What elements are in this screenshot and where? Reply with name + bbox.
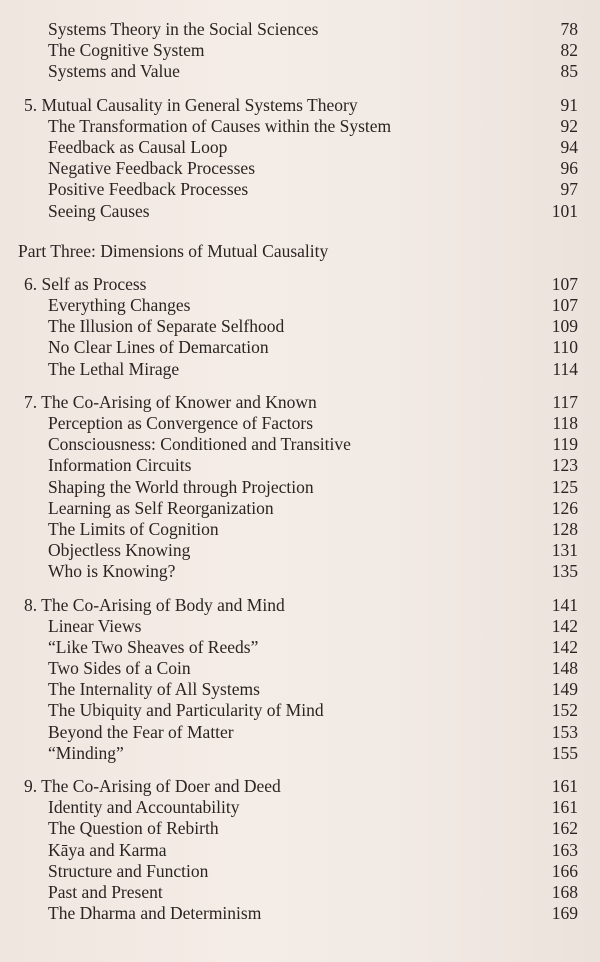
toc-entry xyxy=(0,455,600,476)
page-number: 142 xyxy=(551,615,578,636)
page-number: 148 xyxy=(551,658,578,679)
toc-entry xyxy=(0,116,600,137)
entry-title: Information Circuits xyxy=(48,455,192,476)
chapter-entry xyxy=(0,595,600,616)
chapter-entry xyxy=(0,274,600,295)
chapter-title: 7. The Co-Arising of Knower and Known xyxy=(24,391,317,412)
page-number: 82 xyxy=(560,40,578,61)
page-number: 97 xyxy=(560,179,578,200)
chapter-title: 5. Mutual Causality in General Systems Theory xyxy=(24,94,358,115)
toc-entry xyxy=(0,61,600,82)
entry-title: Shaping the World through Projection xyxy=(48,476,314,497)
page-number: 91 xyxy=(560,94,578,115)
page-number: 109 xyxy=(551,316,578,337)
page-number: 166 xyxy=(551,860,578,881)
page-number: 110 xyxy=(552,337,578,358)
entry-title: “Like Two Sheaves of Reeds” xyxy=(48,636,259,657)
toc-entry xyxy=(0,797,600,818)
entry-title: Everything Changes xyxy=(48,295,191,316)
entry-title: The Dharma and Determinism xyxy=(48,903,262,924)
page-number: 162 xyxy=(551,818,578,839)
toc-entry xyxy=(0,413,600,434)
part-title: Part Three: Dimensions of Mutual Causality xyxy=(18,240,329,261)
entry-title: Learning as Self Reorganization xyxy=(48,497,274,518)
page-number: 123 xyxy=(551,455,578,476)
entry-title: Two Sides of a Coin xyxy=(48,658,191,679)
entry-title: Perception as Convergence of Factors xyxy=(48,413,314,433)
toc-section xyxy=(0,95,600,222)
page-number: 169 xyxy=(551,903,578,924)
toc-entry xyxy=(0,137,600,158)
entry-title: Negative Feedback Processes xyxy=(48,158,256,179)
toc-entry xyxy=(0,818,600,839)
page-number: 161 xyxy=(551,797,578,818)
page-number: 128 xyxy=(551,518,578,539)
entry-title: The Question of Rebirth xyxy=(48,818,219,839)
toc-entry xyxy=(0,658,600,679)
entry-title: Consciousness: Conditioned and Transitive xyxy=(48,434,351,455)
toc-section xyxy=(0,274,600,380)
page-number: 135 xyxy=(551,561,578,582)
toc-entry xyxy=(0,679,600,700)
entry-title: Identity and Accountability xyxy=(48,797,240,818)
part-heading xyxy=(0,241,600,262)
entry-title: “Minding” xyxy=(48,742,124,763)
entry-title: Systems and Value xyxy=(48,61,180,82)
toc-entry xyxy=(0,903,600,924)
page-number: 114 xyxy=(552,358,578,379)
page-number: 101 xyxy=(551,200,578,221)
chapter-entry xyxy=(0,392,600,413)
entry-title: The Illusion of Separate Selfhood xyxy=(48,316,285,337)
toc-entry xyxy=(0,840,600,861)
chapter-title: 6. Self as Process xyxy=(24,273,147,294)
entry-title: The Lethal Mirage xyxy=(48,358,180,379)
toc-entry xyxy=(0,743,600,764)
page-number: 96 xyxy=(560,158,578,179)
entry-title: Beyond the Fear of Matter xyxy=(48,721,234,742)
page-number: 163 xyxy=(551,839,578,860)
page-number: 107 xyxy=(551,295,578,316)
toc-section xyxy=(0,19,600,83)
entry-title: The Cognitive System xyxy=(48,40,205,61)
entry-title: The Transformation of Causes within the System xyxy=(48,115,392,136)
page-number: 92 xyxy=(560,115,578,136)
page-number: 141 xyxy=(551,594,578,615)
page-number: 161 xyxy=(551,776,578,796)
toc-entry xyxy=(0,316,600,337)
toc-entry xyxy=(0,498,600,519)
page-number: 117 xyxy=(552,391,578,412)
entry-title: Kāya and Karma xyxy=(48,839,167,860)
toc-entry xyxy=(0,477,600,498)
entry-title: Feedback as Causal Loop xyxy=(48,136,228,157)
part-heading-group xyxy=(0,241,600,262)
chapter-entry xyxy=(0,95,600,116)
entry-title: Systems Theory in the Social Sciences xyxy=(48,19,319,39)
toc-section xyxy=(0,776,600,924)
entry-title: Past and Present xyxy=(48,881,163,902)
entry-title: The Ubiquity and Particularity of Mind xyxy=(48,700,324,721)
page-number: 78 xyxy=(560,19,578,39)
page-number: 107 xyxy=(551,273,578,294)
toc-section xyxy=(0,392,600,583)
page-number: 155 xyxy=(551,742,578,763)
toc-entry xyxy=(0,201,600,222)
entry-title: The Internality of All Systems xyxy=(48,679,260,700)
toc-entry xyxy=(0,700,600,721)
chapter-title: 8. The Co-Arising of Body and Mind xyxy=(24,594,285,615)
toc-entry xyxy=(0,337,600,358)
toc-entry xyxy=(0,40,600,61)
page-number: 118 xyxy=(552,413,578,433)
toc-entry xyxy=(0,882,600,903)
entry-title: The Limits of Cognition xyxy=(48,518,219,539)
entry-title: No Clear Lines of Demarcation xyxy=(48,337,269,358)
toc-entry xyxy=(0,519,600,540)
toc-entry xyxy=(0,561,600,582)
entry-title: Objectless Knowing xyxy=(48,540,191,561)
page-number: 131 xyxy=(551,540,578,561)
page-number: 126 xyxy=(551,497,578,518)
page-number: 152 xyxy=(551,700,578,721)
entry-title: Seeing Causes xyxy=(48,200,150,221)
page-number: 85 xyxy=(560,61,578,82)
chapter-entry xyxy=(0,776,600,797)
page-number: 153 xyxy=(551,721,578,742)
page-number: 94 xyxy=(560,136,578,157)
page-number: 142 xyxy=(551,636,578,657)
toc-entry xyxy=(0,616,600,637)
toc-entry xyxy=(0,179,600,200)
toc-entry xyxy=(0,861,600,882)
toc-entry xyxy=(0,637,600,658)
page-number: 149 xyxy=(551,679,578,700)
entry-title: Who is Knowing? xyxy=(48,561,176,582)
toc-entry xyxy=(0,722,600,743)
toc-entry xyxy=(0,19,600,40)
entry-title: Positive Feedback Processes xyxy=(48,179,249,200)
entry-title: Structure and Function xyxy=(48,860,209,881)
table-of-contents xyxy=(0,19,600,924)
toc-section xyxy=(0,595,600,765)
entry-title: Linear Views xyxy=(48,615,142,636)
chapter-title: 9. The Co-Arising of Doer and Deed xyxy=(24,776,281,796)
page-number: 125 xyxy=(551,476,578,497)
toc-entry xyxy=(0,295,600,316)
page-number: 168 xyxy=(551,881,578,902)
page-number: 119 xyxy=(552,434,578,455)
toc-entry xyxy=(0,359,600,380)
toc-entry xyxy=(0,158,600,179)
toc-entry xyxy=(0,434,600,455)
toc-entry xyxy=(0,540,600,561)
